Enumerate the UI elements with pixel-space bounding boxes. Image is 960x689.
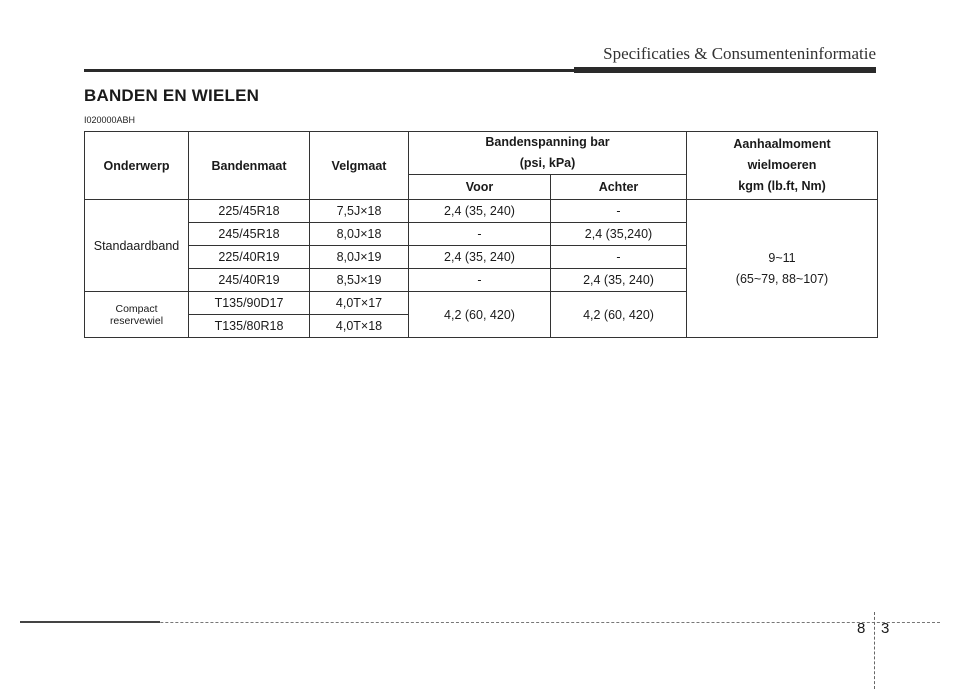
rear-pressure-cell: 4,2 (60, 420) — [551, 292, 687, 338]
header-torque — [687, 132, 878, 200]
rim-size-cell: 4,0T×17 — [310, 292, 409, 315]
footer-rule-left — [20, 621, 160, 623]
header-torque-line3: kgm (lb.ft, Nm) — [738, 179, 826, 193]
section-code: I020000ABH — [84, 115, 136, 125]
rear-pressure-cell: 2,4 (35, 240) — [551, 269, 687, 292]
header-front: Voor — [409, 175, 551, 200]
rim-size-cell: 7,5J×18 — [310, 200, 409, 223]
header-rim-size: Velgmaat — [310, 132, 409, 200]
tire-size-cell: 245/40R19 — [189, 269, 310, 292]
torque-value-line2: (65~79, 88~107) — [735, 271, 829, 286]
header-rear: Achter — [551, 175, 687, 200]
tire-size-cell: 225/45R18 — [189, 200, 310, 223]
header-rule-accent — [574, 67, 876, 73]
torque-value-line1: 9~11 — [768, 250, 796, 265]
section-title: BANDEN EN WIELEN — [84, 86, 260, 105]
page-chapter-number: 8 — [857, 620, 866, 637]
tire-size-cell: T135/80R18 — [189, 315, 310, 338]
front-pressure-cell: 2,4 (35, 240) — [409, 200, 551, 223]
header-tire-pressure-line2: (psi, kPa) — [519, 156, 576, 170]
front-pressure-cell: 2,4 (35, 240) — [409, 246, 551, 269]
tire-size-cell: 225/40R19 — [189, 246, 310, 269]
chapter-title: Specificaties & Consumenteninformatie — [603, 44, 876, 63]
header-subject: Onderwerp — [85, 132, 189, 200]
header-torque-line2: wielmoeren — [747, 158, 817, 172]
group-label-compact-line1: Compact — [115, 302, 158, 315]
group-label-compact-spare — [85, 292, 189, 338]
rim-size-cell: 8,0J×18 — [310, 223, 409, 246]
header-tire-pressure-line1: Bandenspanning bar — [485, 135, 610, 149]
tire-wheel-spec-table — [84, 131, 878, 338]
front-pressure-cell: 4,2 (60, 420) — [409, 292, 551, 338]
table-header-row — [85, 132, 878, 175]
footer-page-divider — [874, 612, 875, 689]
rear-pressure-cell: 2,4 (35,240) — [551, 223, 687, 246]
group-label-compact-line2: reservewiel — [109, 314, 164, 327]
table-row — [85, 200, 878, 223]
rear-pressure-cell: - — [551, 200, 687, 223]
header-torque-line1: Aanhaalmoment — [733, 137, 831, 151]
tire-size-cell: T135/90D17 — [189, 292, 310, 315]
rim-size-cell: 4,0T×18 — [310, 315, 409, 338]
tire-size-cell: 245/45R18 — [189, 223, 310, 246]
header-tire-size: Bandenmaat — [189, 132, 310, 200]
rim-size-cell: 8,5J×19 — [310, 269, 409, 292]
front-pressure-cell: - — [409, 223, 551, 246]
rear-pressure-cell: - — [551, 246, 687, 269]
group-label-standard: Standaardband — [85, 200, 189, 292]
rim-size-cell: 8,0J×19 — [310, 246, 409, 269]
front-pressure-cell: - — [409, 269, 551, 292]
page-number: 3 — [881, 620, 890, 637]
header-tire-pressure — [409, 132, 687, 175]
torque-value-cell — [687, 200, 878, 338]
